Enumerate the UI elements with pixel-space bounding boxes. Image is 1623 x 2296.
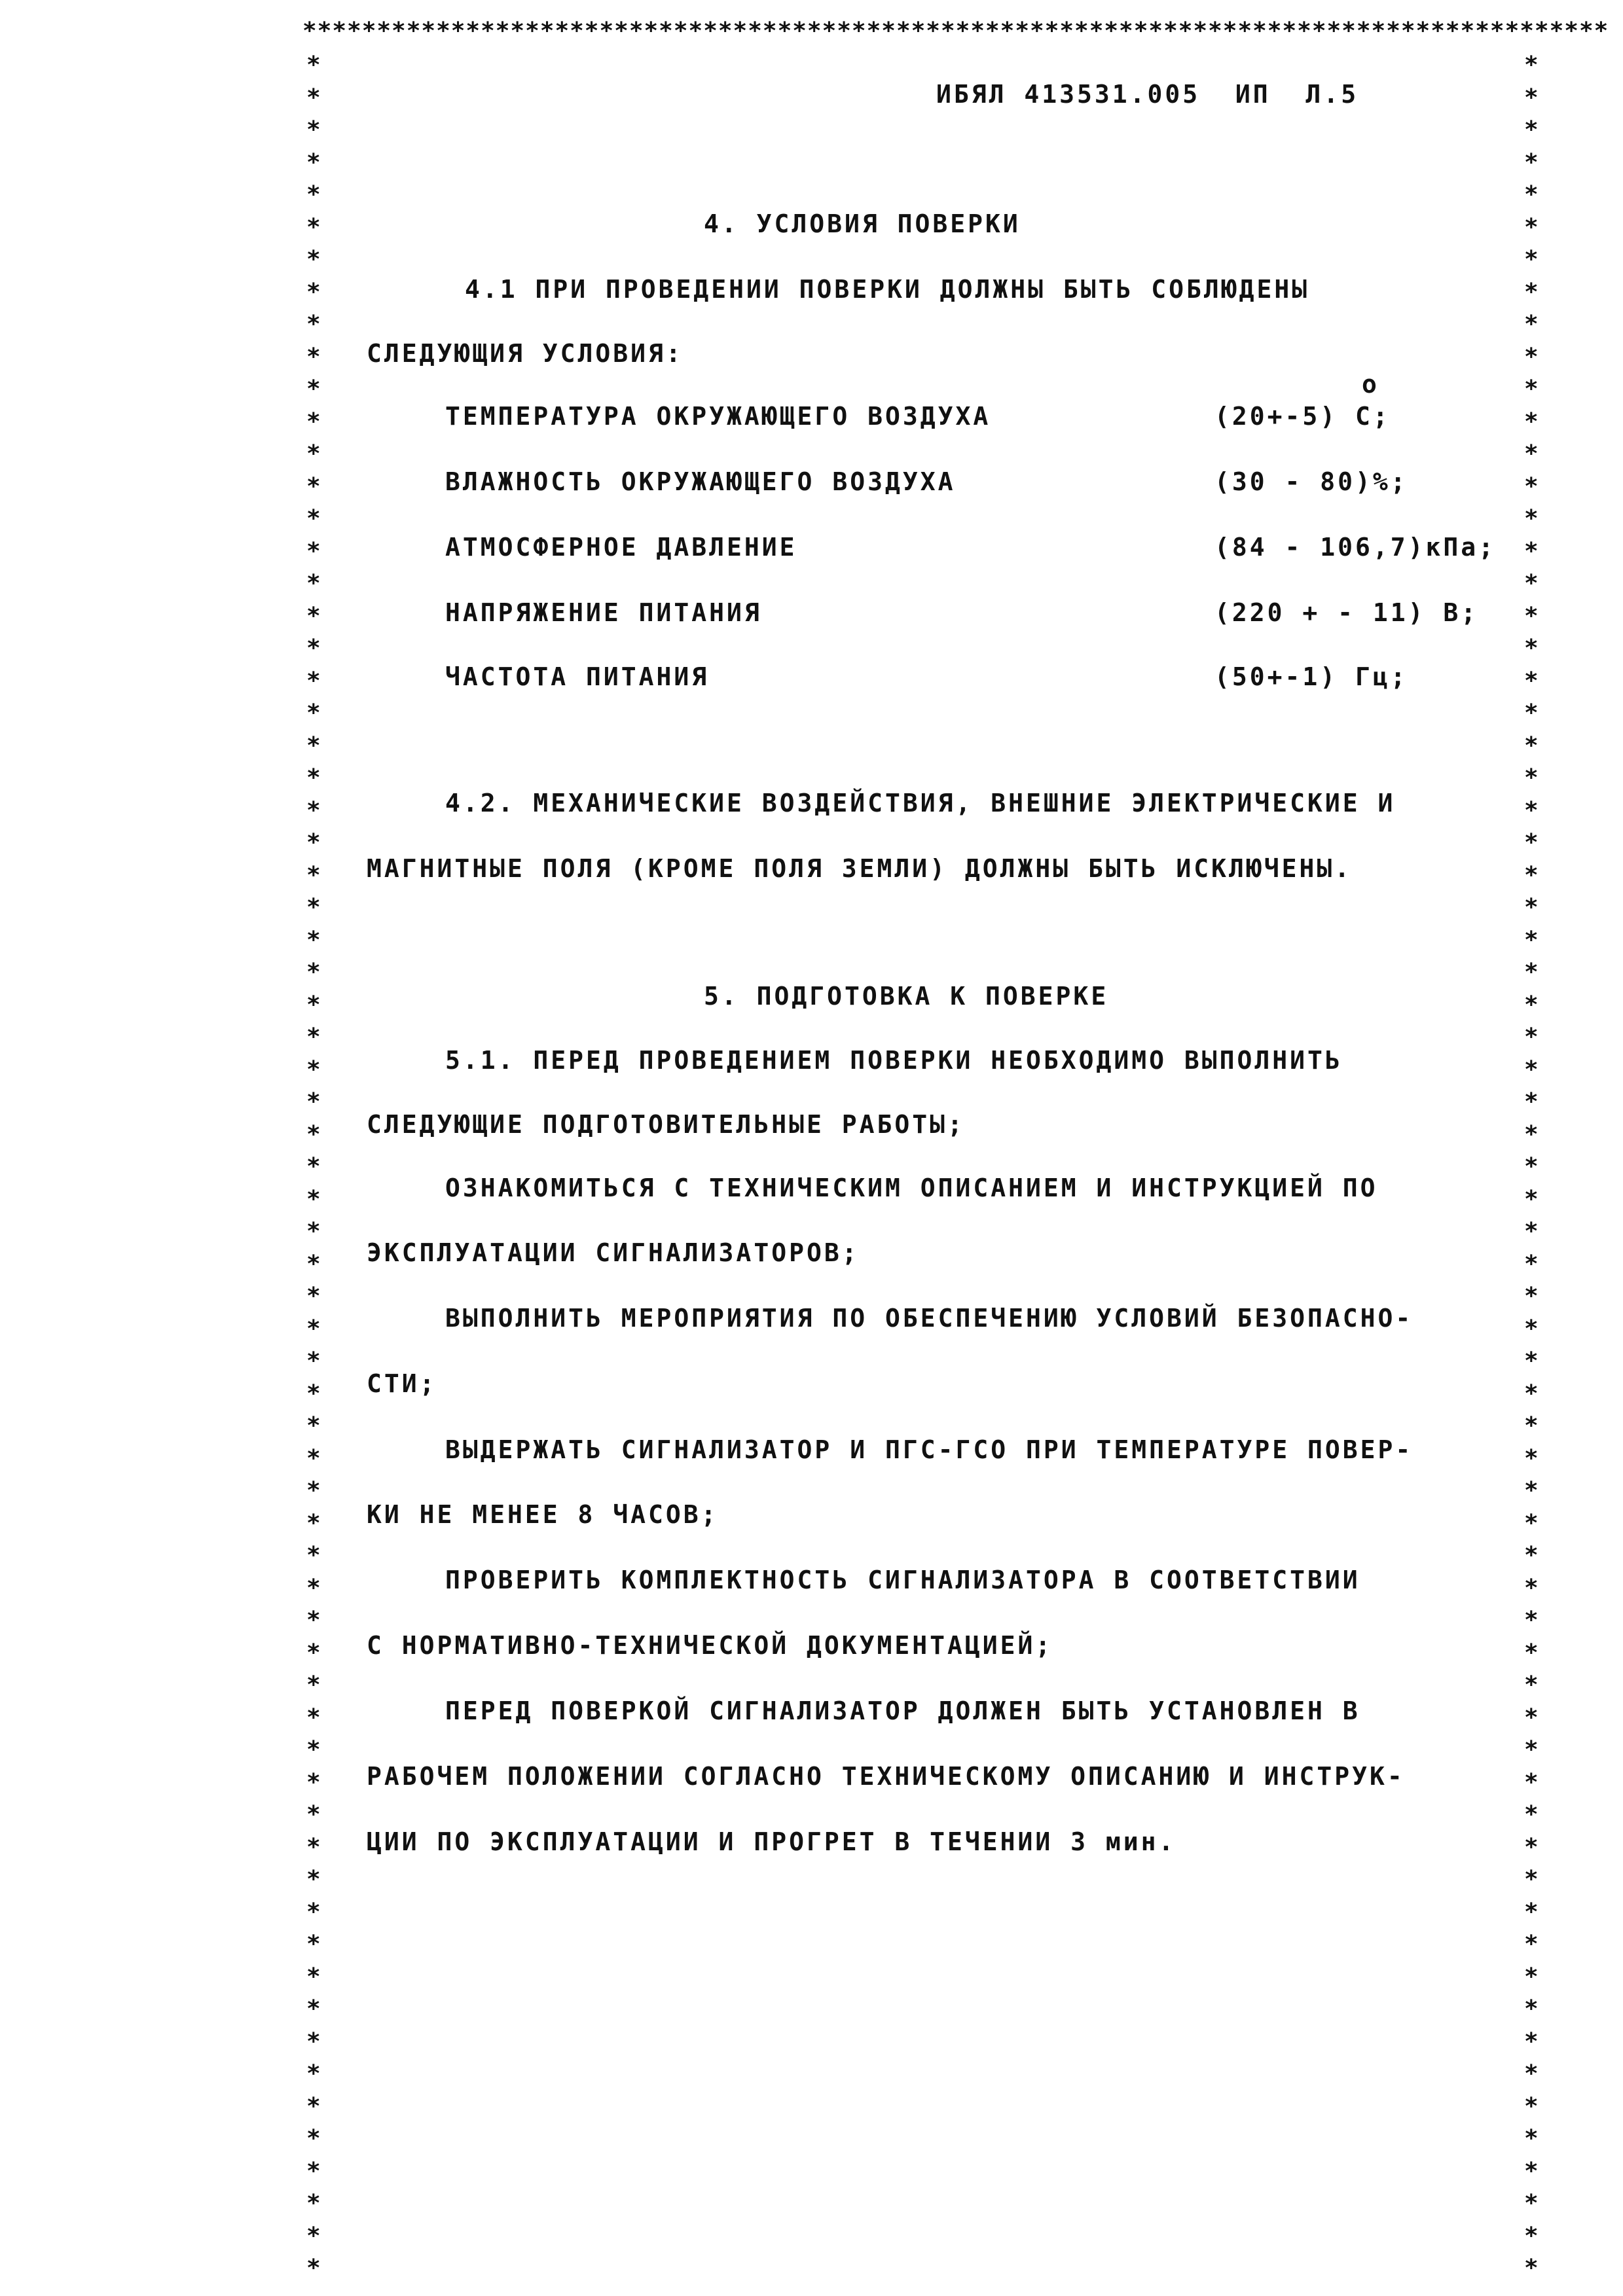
border-asterisk: * [1524,84,1539,111]
border-asterisk: * [306,1283,321,1310]
border-asterisk: * [1524,1477,1539,1504]
border-asterisk: * [1524,344,1539,370]
border-asterisk: * [306,894,321,921]
border-asterisk: * [1524,52,1539,79]
border-asterisk: * [1524,829,1539,856]
border-asterisk: * [1524,149,1539,176]
border-asterisk: * [306,538,321,565]
border-asterisk: * [1524,1834,1539,1861]
border-asterisk: * [306,181,321,208]
border-asterisk: * [1524,1056,1539,1083]
border-asterisk: * [1524,1510,1539,1537]
border-asterisk: * [306,2223,321,2250]
condition-name-voltage: НАПРЯЖЕНИЕ ПИТАНИЯ [445,598,762,627]
section-4-1-line-1: 4.1 ПРИ ПРОВЕДЕНИИ ПОВЕРКИ ДОЛЖНЫ БЫТЬ СОБЛЮДЕНЫ [465,275,1310,304]
border-asterisk: * [306,1348,321,1374]
border-top: **************************************************************************************** [302,18,1609,45]
border-asterisk: * [306,992,321,1018]
border-asterisk: * [306,279,321,306]
border-asterisk: * [306,797,321,824]
border-asterisk: * [306,1542,321,1569]
border-asterisk: * [1524,2060,1539,2087]
border-asterisk: * [1524,1283,1539,1310]
border-asterisk: * [1524,2223,1539,2250]
border-asterisk: * [1524,1672,1539,1698]
border-asterisk: * [1524,2028,1539,2055]
border-asterisk: * [1524,1445,1539,1472]
border-asterisk: * [306,1769,321,1796]
border-asterisk: * [1524,1575,1539,1602]
border-asterisk: * [306,927,321,954]
border-asterisk: * [306,1024,321,1050]
border-asterisk: * [306,1607,321,1634]
border-asterisk: * [1524,1380,1539,1407]
border-asterisk: * [1524,1704,1539,1731]
border-asterisk: * [1524,1607,1539,1634]
border-asterisk: * [306,84,321,111]
border-asterisk: * [1524,1801,1539,1828]
border-asterisk: * [1524,2093,1539,2120]
border-asterisk: * [306,959,321,986]
condition-name-frequency: ЧАСТОТА ПИТАНИЯ [445,662,710,691]
border-asterisk: * [306,214,321,241]
border-asterisk: * [1524,1316,1539,1342]
border-asterisk: * [306,862,321,889]
border-asterisk: * [1524,2190,1539,2217]
border-asterisk: * [306,732,321,759]
border-asterisk: * [1524,1866,1539,1893]
border-asterisk: * [306,1218,321,1245]
border-asterisk: * [306,505,321,532]
border-asterisk: * [306,1121,321,1148]
border-asterisk: * [306,764,321,791]
border-asterisk: * [1524,117,1539,143]
border-asterisk: * [306,1996,321,2022]
border-asterisk: * [306,635,321,662]
condition-value-pressure: (84 - 106,7)кПа; [1214,533,1497,562]
section-5-line: РАБОЧЕМ ПОЛОЖЕНИИ СОГЛАСНО ТЕХНИЧЕСКОМУ ОПИСАНИЮ И ИНСТРУК- [367,1762,1405,1791]
border-asterisk: * [1524,603,1539,630]
border-asterisk: * [1524,764,1539,791]
section-5-title: 5. ПОДГОТОВКА К ПОВЕРКЕ [704,982,1109,1011]
border-asterisk: * [306,1380,321,1407]
condition-name-pressure: АТМОСФЕРНОЕ ДАВЛЕНИЕ [445,533,797,562]
border-asterisk: * [306,2060,321,2087]
border-asterisk: * [1524,732,1539,759]
border-asterisk: * [306,570,321,597]
border-asterisk: * [306,1251,321,1278]
border-asterisk: * [306,1186,321,1213]
border-asterisk: * [1524,2255,1539,2282]
section-4-2-line-1: 4.2. МЕХАНИЧЕСКИЕ ВОЗДЕЙСТВИЯ, ВНЕШНИЕ ЭЛЕКТРИЧЕСКИЕ И [445,789,1396,817]
border-asterisk: * [306,1575,321,1602]
section-5-line: ЭКСПЛУАТАЦИИ СИГНАЛИЗАТОРОВ; [367,1238,860,1267]
border-asterisk: * [1524,1348,1539,1374]
border-asterisk: * [1524,505,1539,532]
border-asterisk: * [1524,1640,1539,1666]
border-asterisk: * [306,2158,321,2185]
border-asterisk: * [306,52,321,79]
section-5-line: С НОРМАТИВНО-ТЕХНИЧЕСКОЙ ДОКУМЕНТАЦИЕЙ; [367,1631,1053,1660]
condition-value-voltage: (220 + - 11) В; [1214,598,1479,627]
border-asterisk: * [1524,2125,1539,2152]
border-asterisk: * [306,2028,321,2055]
condition-value-frequency: (50+-1) Гц; [1214,662,1408,691]
section-5-line: ВЫПОЛНИТЬ МЕРОПРИЯТИЯ ПО ОБЕСПЕЧЕНИЮ УСЛОВИЙ БЕЗОПАСНО- [445,1304,1413,1333]
section-5-line: ОЗНАКОМИТЬСЯ С ТЕХНИЧЕСКИМ ОПИСАНИЕМ И ИНСТРУКЦИЕЙ ПО [445,1174,1378,1202]
border-asterisk: * [1524,1769,1539,1796]
border-asterisk: * [306,1834,321,1861]
condition-value-humidity: (30 - 80)%; [1214,467,1408,496]
border-asterisk: * [1524,635,1539,662]
border-asterisk: * [1524,992,1539,1018]
border-asterisk: * [1524,1412,1539,1439]
border-asterisk: * [1524,2158,1539,2185]
border-asterisk: * [1524,1024,1539,1050]
border-asterisk: * [306,1477,321,1504]
section-5-line: ВЫДЕРЖАТЬ СИГНАЛИЗАТОР И ПГС-ГСО ПРИ ТЕМПЕРАТУРЕ ПОВЕР- [445,1435,1413,1464]
border-asterisk: * [306,1153,321,1180]
border-asterisk: * [1524,473,1539,500]
border-asterisk: * [1524,862,1539,889]
border-asterisk: * [306,473,321,500]
border-asterisk: * [1524,894,1539,921]
border-asterisk: * [306,1866,321,1893]
degree-mark: о [1362,370,1379,399]
section-5-line: ПЕРЕД ПОВЕРКОЙ СИГНАЛИЗАТОР ДОЛЖЕН БЫТЬ УСТАНОВЛЕН В [445,1696,1360,1725]
border-asterisk: * [306,1445,321,1472]
border-asterisk: * [1524,311,1539,338]
condition-name-temperature: ТЕМПЕРАТУРА ОКРУЖАЮЩЕГО ВОЗДУХА [445,402,991,431]
border-asterisk: * [1524,279,1539,306]
border-asterisk: * [1524,440,1539,467]
border-asterisk: * [1524,408,1539,435]
border-asterisk: * [306,1704,321,1731]
border-asterisk: * [306,829,321,856]
border-asterisk: * [306,1412,321,1439]
border-asterisk: * [306,700,321,726]
border-asterisk: * [306,603,321,630]
border-asterisk: * [1524,1964,1539,1990]
border-asterisk: * [306,2255,321,2282]
border-asterisk: * [1524,181,1539,208]
border-asterisk: * [1524,1088,1539,1115]
border-asterisk: * [306,408,321,435]
border-asterisk: * [306,668,321,694]
section-5-line: ПРОВЕРИТЬ КОМПЛЕКТНОСТЬ СИГНАЛИЗАТОРА В СООТВЕТСТВИИ [445,1566,1360,1594]
border-asterisk: * [306,1510,321,1537]
border-asterisk: * [1524,1153,1539,1180]
border-asterisk: * [306,344,321,370]
border-asterisk: * [1524,1186,1539,1213]
border-asterisk: * [1524,668,1539,694]
border-asterisk: * [1524,376,1539,403]
border-asterisk: * [306,1672,321,1698]
border-asterisk: * [1524,538,1539,565]
border-asterisk: * [306,2190,321,2217]
border-asterisk: * [306,376,321,403]
border-asterisk: * [1524,1251,1539,1278]
border-asterisk: * [306,1801,321,1828]
section-5-line: СЛЕДУЮЩИЕ ПОДГОТОВИТЕЛЬНЫЕ РАБОТЫ; [367,1110,965,1139]
border-asterisk: * [1524,1996,1539,2022]
border-asterisk: * [306,2125,321,2152]
border-asterisk: * [1524,1931,1539,1958]
border-asterisk: * [306,1931,321,1958]
border-asterisk: * [1524,1736,1539,1763]
border-asterisk: * [1524,959,1539,986]
border-asterisk: * [306,440,321,467]
section-5-line: ЦИИ ПО ЭКСПЛУАТАЦИИ И ПРОГРЕТ В ТЕЧЕНИИ 3 мин. [367,1827,1176,1856]
border-asterisk: * [306,149,321,176]
condition-value-temperature: (20+-5) С; [1214,402,1391,431]
border-asterisk: * [1524,797,1539,824]
border-asterisk: * [1524,1218,1539,1245]
border-asterisk: * [306,117,321,143]
border-asterisk: * [306,1964,321,1990]
doc-code: ИБЯЛ 413531.005 ИП Л.5 [936,80,1359,109]
border-asterisk: * [306,1316,321,1342]
section-4-2-line-2: МАГНИТНЫЕ ПОЛЯ (КРОМЕ ПОЛЯ ЗЕМЛИ) ДОЛЖНЫ БЫТЬ ИСКЛЮЧЕНЫ. [367,854,1353,883]
border-asterisk: * [306,1899,321,1926]
border-asterisk: * [306,2093,321,2120]
border-asterisk: * [1524,1121,1539,1148]
section-4-1-line-2: СЛЕДУЮЩИЯ УСЛОВИЯ: [367,339,684,368]
border-asterisk: * [306,1640,321,1666]
border-asterisk: * [1524,570,1539,597]
border-asterisk: * [306,246,321,273]
border-asterisk: * [1524,700,1539,726]
section-5-line: СТИ; [367,1369,437,1398]
border-asterisk: * [1524,1899,1539,1926]
condition-name-humidity: ВЛАЖНОСТЬ ОКРУЖАЮЩЕГО ВОЗДУХА [445,467,956,496]
section-5-line: КИ НЕ МЕНЕЕ 8 ЧАСОВ; [367,1500,719,1529]
section-4-title: 4. УСЛОВИЯ ПОВЕРКИ [704,209,1021,238]
section-5-line: 5.1. ПЕРЕД ПРОВЕДЕНИЕМ ПОВЕРКИ НЕОБХОДИМО ВЫПОЛНИТЬ [445,1046,1343,1075]
border-asterisk: * [1524,214,1539,241]
border-asterisk: * [1524,246,1539,273]
border-asterisk: * [306,1088,321,1115]
border-asterisk: * [1524,1542,1539,1569]
border-asterisk: * [1524,927,1539,954]
border-asterisk: * [306,1056,321,1083]
border-asterisk: * [306,311,321,338]
border-asterisk: * [306,1736,321,1763]
